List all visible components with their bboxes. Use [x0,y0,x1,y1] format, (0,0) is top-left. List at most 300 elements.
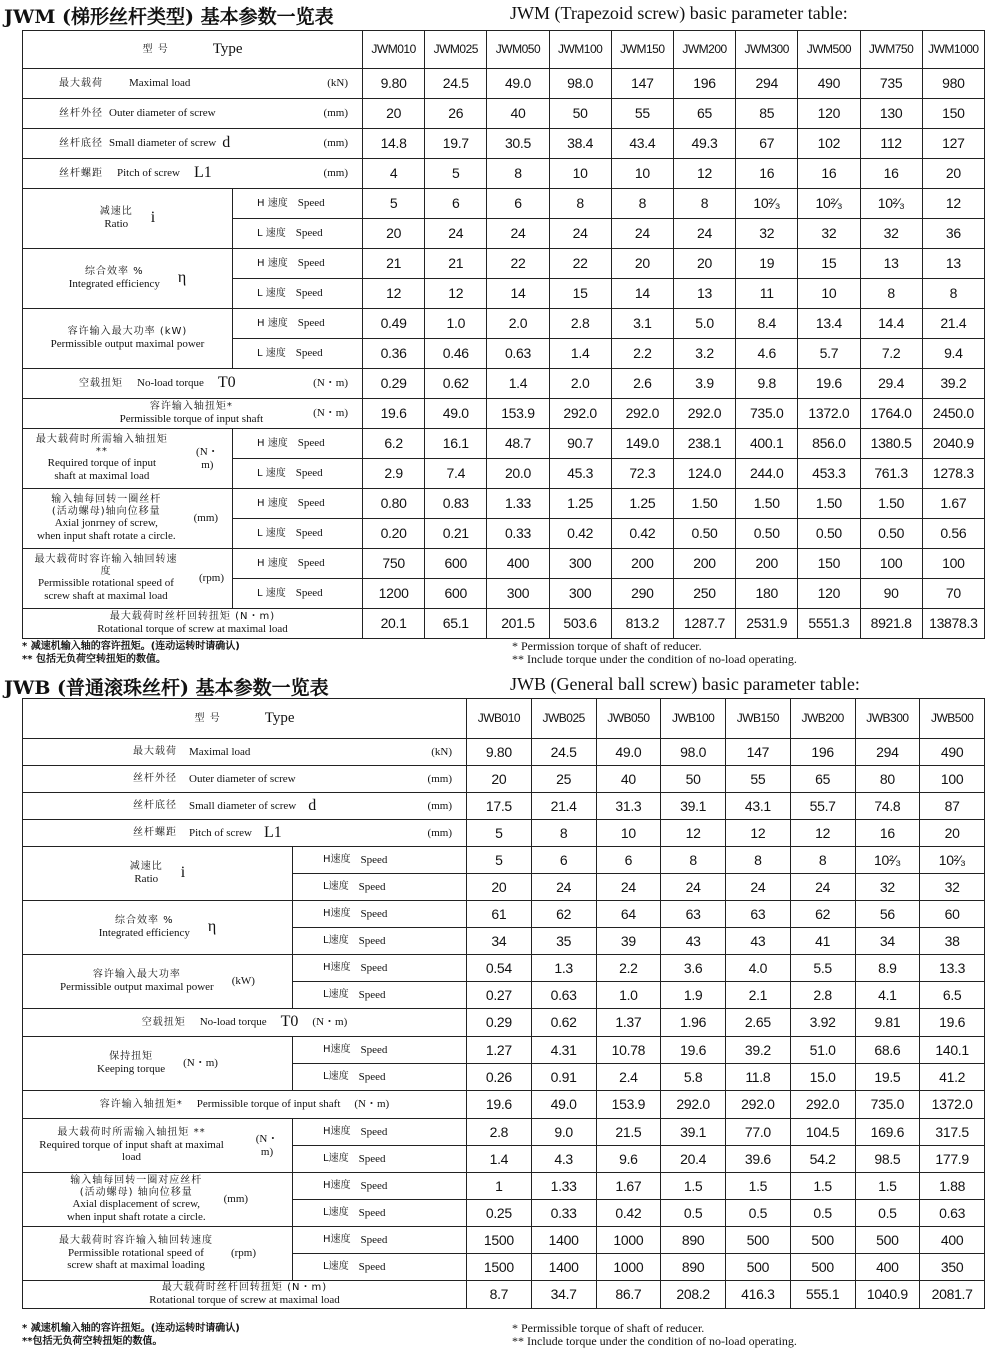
jwm-efficiency-h-speed-label: H 速度 [257,257,288,269]
jwb-power-h-value: 3.6 [661,955,726,982]
jwb-axial-l-value: 0.42 [596,1200,661,1227]
jwb-power-l-speed [293,982,467,1009]
jwm-outer-dia-value: 40 [487,99,549,129]
jwb-req-torque-l-speed-label: L速度 [323,1153,349,1165]
jwb-noload-value: 0.62 [531,1009,596,1037]
jwb-ratio-l-speed-label: L速度 [323,881,349,893]
jwb-efficiency-label [23,901,293,955]
jwm-rot-speed-label-wrap [23,554,232,602]
jwm-perm-torque-unit: (N・m) [313,407,348,420]
jwb-axial-h-value: 1.5 [855,1173,920,1200]
jwb-req-torque-name-cn: 最大载荷时所需输入轴扭矩 ** [57,1127,206,1139]
jwm-rot-speed-name-en1: Permissible rotational speed of [38,577,174,590]
jwb-axial-h-speed-en: Speed [360,1179,388,1192]
jwm-perm-torque-value: 49.0 [425,399,487,429]
jwm-outer-dia-value: 65 [673,99,735,129]
jwb-type-label-en: Type [264,709,295,726]
jwb-power-l-speed-wrap [293,989,466,1002]
jwm-req-torque-l-value: 20.0 [487,459,549,489]
jwb-pitch-symbol: L1 [263,823,282,841]
jwm-rot-speed-name-en2: screw shaft at maximal load [44,590,168,602]
jwb-keeping-name-en: Keeping torque [97,1062,166,1075]
jwm-ratio-h-speed-label: H 速度 [257,197,288,209]
jwb-rot-speed-h-value: 1400 [531,1227,596,1254]
jwb-power-name-cn: 容许输入最大功率 [92,969,181,981]
jwm-axial-h-value: 0.83 [425,489,487,519]
jwb-power-label-wrap [23,969,292,993]
jwb-power-h-speed-wrap [293,962,466,975]
jwb-ratio-label-stack [130,861,163,885]
jwm-axial-l-value: 0.21 [425,519,487,549]
jwm-ratio-l-value: 32 [860,219,922,249]
jwb-notes [22,1322,982,1350]
jwm-axial-name-en2: when input shaft rotate a circle. [36,530,176,542]
jwm-power-name-en: Permissible output maximal power [50,337,205,350]
jwb-rot-torque-row [23,1281,985,1309]
jwb-pitch-value: 12 [790,820,855,847]
jwm-rot-speed-l-value: 300 [487,579,549,609]
jwm-efficiency-label-wrap [23,266,232,290]
jwm-power-l-value: 0.36 [363,339,425,369]
jwb-noload-name-cn: 空载扭矩 [141,1016,186,1028]
jwm-perm-torque-value: 292.0 [549,399,611,429]
jwm-efficiency-name-en: Integrated efficiency [68,277,160,290]
jwb-small-dia-name-en: Small diameter of screw [189,799,297,812]
jwb-perm-torque-value: 292.0 [661,1091,726,1119]
jwb-power-l-speed-en: Speed [358,988,386,1001]
jwm-noload-label-wrap [23,374,362,392]
jwm-pitch-unit: (mm) [323,167,348,180]
jwm-req-torque-h-value: 400.1 [736,429,798,459]
jwb-ratio-h-value: 8 [661,847,726,874]
jwb-noload-unit: (N・m) [312,1016,348,1029]
jwm-max-load-value: 196 [673,69,735,99]
jwb-keeping-h-speed-en: Speed [360,1043,388,1056]
jwb-rot-torque-value: 416.3 [726,1281,791,1309]
jwb-rot-speed-l-value: 400 [855,1254,920,1281]
jwb-req-torque-h-value: 21.5 [596,1119,661,1146]
jwm-max-load-label-wrap [23,77,362,90]
jwb-efficiency-l-value: 41 [790,928,855,955]
jwb-rot-speed-l-speed [293,1254,467,1281]
jwb-noload-label [23,1009,467,1037]
jwb-keeping-l-speed-wrap [293,1071,466,1084]
jwm-perm-torque-row [23,399,985,429]
jwm-rot-speed-h-value: 300 [549,549,611,579]
jwb-small-dia-value: 87 [920,793,985,820]
jwb-pitch-label [23,820,467,847]
jwb-keeping-h-speed-label: H速度 [323,1044,351,1056]
jwb-model-header: JWB150 [726,699,791,739]
jwm-ratio-l-speed [233,219,363,249]
jwm-model-header: JWM750 [860,31,922,69]
jwb-axial-l-speed [293,1200,467,1227]
jwm-efficiency-label [23,249,233,309]
jwb-ratio-label-wrap [23,861,292,885]
jwb-rot-speed-h-value: 400 [920,1227,985,1254]
jwm-outer-dia-label-left [59,107,216,120]
jwm-rot-speed-h-value: 750 [363,549,425,579]
jwb-req-torque-h-speed-en: Speed [360,1125,388,1138]
jwm-small-dia-unit: (mm) [323,137,348,150]
jwm-req-torque-l-value: 1278.3 [922,459,984,489]
jwb-noload-value: 3.92 [790,1009,855,1037]
jwb-noload-label-wrap [23,1013,466,1031]
jwm-req-torque-l-value: 7.4 [425,459,487,489]
jwb-req-torque-h-value: 2.8 [467,1119,532,1146]
jwb-ratio-l-value: 24 [726,874,791,901]
jwm-ratio-l-speed-en: Speed [295,227,323,240]
jwm-axial-h-speed-en: Speed [297,497,325,510]
jwb-ratio-h-speed-en: Speed [360,853,388,866]
jwb-outer-dia-label-left [133,773,296,786]
jwb-axial-l-value: 0.5 [726,1200,791,1227]
jwb-ratio-h-speed-label: H速度 [323,854,351,866]
jwm-rot-speed-h-speed-en: Speed [297,557,325,570]
jwb-noload-symbol: T0 [280,1013,299,1031]
jwb-rot-speed-h-speed-label: H速度 [323,1234,351,1246]
jwm-rot-torque-value: 503.6 [549,609,611,639]
jwm-perm-torque-value: 1372.0 [798,399,860,429]
jwm-outer-dia-label-wrap [23,107,362,120]
jwb-max-load-value: 294 [855,739,920,766]
jwb-axial-l-speed-wrap [293,1207,466,1220]
jwm-rot-speed-l-value: 120 [798,579,860,609]
jwb-efficiency-h-value: 63 [661,901,726,928]
jwm-req-torque-l-speed-label: L 速度 [257,467,286,479]
jwm-ratio-l-value: 36 [922,219,984,249]
jwm-axial-row-h [23,489,985,519]
jwm-req-torque-h-value: 238.1 [673,429,735,459]
jwm-rot-speed-l-speed-label: L 速度 [257,587,286,599]
jwm-pitch-name-en: Pitch of screw [117,167,180,180]
jwb-ratio-l-speed [293,874,467,901]
jwm-axial-name-cn2: (活动螺母)轴向位移量 [51,505,161,517]
jwm-axial-h-value: 0.80 [363,489,425,519]
jwb-efficiency-h-value: 60 [920,901,985,928]
jwb-power-l-value: 2.8 [790,982,855,1009]
jwb-req-torque-row-h [23,1119,985,1146]
jwb-ratio-h-value: 8 [726,847,791,874]
jwb-model-header: JWB050 [596,699,661,739]
jwm-max-load-value: 735 [860,69,922,99]
jwb-model-header: JWB300 [855,699,920,739]
jwb-axial-h-speed [293,1173,467,1200]
jwm-perm-torque-value: 153.9 [487,399,549,429]
jwm-noload-unit: (N・m) [313,377,348,390]
jwb-req-torque-h-speed-label: H速度 [323,1126,351,1138]
jwb-efficiency-h-speed-wrap [293,908,466,921]
jwb-rot-speed-l-value: 500 [790,1254,855,1281]
jwb-noload-name-en: No-load torque [199,1016,267,1029]
jwb-power-h-speed-en: Speed [360,961,388,974]
jwb-efficiency-h-value: 64 [596,901,661,928]
jwm-power-l-speed-wrap [233,347,362,360]
jwb-req-torque-label-stack [31,1127,232,1164]
jwm-power-h-speed [233,309,363,339]
jwm-rot-speed-h-value: 600 [425,549,487,579]
jwb-axial-h-value: 1 [467,1173,532,1200]
jwm-power-label [23,309,233,369]
jwb-ratio-h-speed-wrap [293,854,466,867]
jwm-rot-torque-row [23,609,985,639]
jwm-power-l-value: 2.2 [611,339,673,369]
jwm-rot-torque-value: 20.1 [363,609,425,639]
jwb-efficiency-h-value: 63 [726,901,791,928]
jwm-axial-h-value: 1.67 [922,489,984,519]
jwm-efficiency-l-value: 15 [549,279,611,309]
jwb-pitch-unit: (mm) [427,826,452,839]
jwb-rot-speed-l-value: 350 [920,1254,985,1281]
jwb-model-header: JWB025 [531,699,596,739]
jwb-req-torque-h-value: 169.6 [855,1119,920,1146]
jwm-power-l-speed-label: L 速度 [257,347,286,359]
jwm-small-dia-value: 49.3 [673,129,735,159]
jwm-power-h-speed-label: H 速度 [257,317,288,329]
jwb-req-torque-l-value: 177.9 [920,1146,985,1173]
jwm-axial-h-value: 1.50 [860,489,922,519]
jwm-req-torque-l-value: 761.3 [860,459,922,489]
jwb-rot-torque-value: 1040.9 [855,1281,920,1309]
jwm-small-dia-value: 112 [860,129,922,159]
jwm-req-torque-l-value: 2.9 [363,459,425,489]
jwm-req-torque-h-speed-label: H 速度 [257,437,288,449]
jwb-rot-speed-h-speed-en: Speed [360,1233,388,1246]
jwb-keeping-l-value: 0.91 [531,1064,596,1091]
jwm-efficiency-l-speed-label: L 速度 [257,287,286,299]
jwb-ratio-l-value: 20 [467,874,532,901]
jwb-ratio-l-value: 32 [920,874,985,901]
jwb-perm-torque-value: 1372.0 [920,1091,985,1119]
jwb-power-h-speed [293,955,467,982]
jwb-outer-dia-unit: (mm) [427,772,452,785]
jwm-axial-h-value: 1.33 [487,489,549,519]
jwb-ratio-h-value: 10²⁄₃ [855,847,920,874]
jwm-req-torque-row-h [23,429,985,459]
jwm-small-dia-label-left [59,134,230,152]
jwm-axial-l-value: 0.20 [363,519,425,549]
jwm-ratio-row-h [23,189,985,219]
jwm-pitch-name-cn: 丝杆螺距 [59,167,103,179]
jwb-axial-l-value: 0.5 [790,1200,855,1227]
jwm-efficiency-l-value: 10 [798,279,860,309]
jwm-perm-torque-label [23,399,363,429]
jwb-max-load-value: 24.5 [531,739,596,766]
jwm-small-dia-value: 14.8 [363,129,425,159]
jwm-rot-torque-name-en: Rotational torque of screw at maximal load [97,622,288,635]
jwm-small-dia-label [23,129,363,159]
jwb-req-torque-h-value: 77.0 [726,1119,791,1146]
jwb-rot-speed-row-h [23,1227,985,1254]
jwm-axial-unit: (mm) [193,512,219,525]
jwb-axial-h-value: 1.5 [790,1173,855,1200]
jwm-outer-dia-name-en: Outer diameter of screw [109,107,216,120]
jwb-max-load-label-wrap [23,746,466,759]
jwb-power-h-value: 13.3 [920,955,985,982]
jwm-req-torque-label-stack [31,434,173,482]
jwm-ratio-h-value: 12 [922,189,984,219]
jwm-pitch-label-left [59,164,212,182]
jwb-small-dia-row [23,793,985,820]
jwm-axial-h-speed-label: H 速度 [257,497,288,509]
jwm-small-dia-value: 67 [736,129,798,159]
jwb-keeping-l-value: 2.4 [596,1064,661,1091]
jwb-perm-torque-label [23,1091,467,1119]
jwb-rot-torque-name-cn: 最大载荷时丝杆回转扭矩 (N・m) [161,1282,328,1294]
jwm-noload-value: 2.6 [611,369,673,399]
jwb-rot-speed-l-speed-en: Speed [358,1260,386,1273]
jwm-rot-speed-l-speed-en: Speed [295,587,323,600]
jwm-req-torque-name-cn: 最大载荷时所需输入轴扭矩 ** [35,434,168,457]
jwb-axial-l-speed-label: L速度 [323,1207,349,1219]
jwm-ratio-label-wrap [23,206,232,230]
jwm-power-h-speed-en: Speed [297,317,325,330]
jwm-noload-value: 29.4 [860,369,922,399]
jwm-efficiency-l-value: 13 [673,279,735,309]
jwm-rot-speed-unit: (rpm) [198,572,224,585]
jwm-req-torque-l-value: 124.0 [673,459,735,489]
jwm-rot-speed-h-value: 150 [798,549,860,579]
jwm-max-load-label [23,69,363,99]
jwm-rot-speed-l-value: 90 [860,579,922,609]
jwb-note-cn-2: **包括无负荷空转扭矩的数值。 [22,1336,163,1347]
jwb-rot-torque-value: 555.1 [790,1281,855,1309]
jwm-axial-h-speed [233,489,363,519]
jwm-max-load-label-left [59,77,190,90]
jwb-perm-torque-value: 292.0 [726,1091,791,1119]
jwm-power-label-wrap [23,326,232,350]
jwm-power-h-value: 2.8 [549,309,611,339]
jwb-small-dia-label-wrap [23,797,466,815]
jwb-rot-speed-label-stack [59,1235,213,1272]
jwb-axial-h-value: 1.67 [596,1173,661,1200]
jwm-small-dia-row [23,129,985,159]
jwm-ratio-name-cn: 减速比 [99,206,133,218]
jwm-rot-speed-h-value: 400 [487,549,549,579]
jwb-small-dia-label-left [133,797,316,815]
jwm-type-label-cn: 型 号 [142,43,169,55]
jwm-rot-speed-l-value: 300 [549,579,611,609]
jwm-ratio-h-value: 5 [363,189,425,219]
jwm-req-torque-h-value: 16.1 [425,429,487,459]
jwm-pitch-value: 16 [860,159,922,189]
jwb-max-load-value: 490 [920,739,985,766]
jwb-ratio-name-cn: 减速比 [129,861,163,873]
jwm-axial-name-en1: Axial jonrney of screw, [54,517,158,530]
jwm-rot-speed-l-speed-wrap [233,587,362,600]
jwb-max-load-label-left [133,746,250,759]
jwm-req-torque-h-value: 149.0 [611,429,673,459]
jwm-perm-torque-value: 1764.0 [860,399,922,429]
jwm-ratio-l-value: 24 [487,219,549,249]
jwm-outer-dia-unit: (mm) [323,107,348,120]
jwm-max-load-row [23,69,985,99]
jwb-rot-speed-h-value: 500 [855,1227,920,1254]
jwm-req-torque-name-en2: shaft at maximal load [54,470,150,482]
jwm-efficiency-l-speed [233,279,363,309]
jwb-keeping-l-value: 19.5 [855,1064,920,1091]
jwm-ratio-h-value: 8 [673,189,735,219]
jwm-efficiency-l-value: 14 [611,279,673,309]
jwb-efficiency-l-speed [293,928,467,955]
jwb-req-torque-h-value: 317.5 [920,1119,985,1146]
jwm-rot-torque-value: 13878.3 [922,609,984,639]
jwm-efficiency-h-value: 13 [922,249,984,279]
jwm-axial-l-value: 0.56 [922,519,984,549]
jwm-efficiency-h-value: 13 [860,249,922,279]
jwb-keeping-h-value: 140.1 [920,1037,985,1064]
jwm-efficiency-l-value: 8 [860,279,922,309]
jwb-model-header: JWB100 [661,699,726,739]
jwm-efficiency-row-h [23,249,985,279]
jwm-rot-speed-h-speed-wrap [233,557,362,570]
jwb-ratio-l-value: 24 [790,874,855,901]
jwb-type-header-wrap [23,710,466,727]
jwb-power-h-value: 1.3 [531,955,596,982]
jwb-axial-h-speed-label: H速度 [323,1180,351,1192]
jwb-req-torque-l-value: 39.6 [726,1146,791,1173]
jwm-power-l-speed [233,339,363,369]
jwb-noload-value: 1.96 [661,1009,726,1037]
jwm-outer-dia-name-cn: 丝杆外径 [59,107,103,119]
jwb-axial-l-speed-en: Speed [358,1206,386,1219]
jwb-max-load-label [23,739,467,766]
jwb-pitch-label-left [133,824,282,842]
jwm-model-header: JWM300 [736,31,798,69]
jwb-outer-dia-value: 65 [790,766,855,793]
jwb-req-torque-h-speed-wrap [293,1126,466,1139]
jwm-max-load-value: 490 [798,69,860,99]
jwb-axial-unit: (mm) [223,1193,249,1206]
jwb-efficiency-name-cn: 综合效率 % [114,915,174,927]
jwb-outer-dia-value: 55 [726,766,791,793]
jwb-power-l-value: 0.27 [467,982,532,1009]
jwm-noload-name-cn: 空载扭矩 [79,377,123,389]
jwm-ratio-l-value: 24 [611,219,673,249]
jwb-rot-speed-label-wrap [23,1235,292,1272]
jwb-req-torque-h-value: 104.5 [790,1119,855,1146]
jwb-title-cn: JWB (普通滚珠丝杆) 基本参数一览表 [4,677,329,699]
jwm-axial-l-value: 0.50 [860,519,922,549]
jwm-power-l-speed-en: Speed [295,347,323,360]
jwb-power-l-value: 4.1 [855,982,920,1009]
jwb-req-torque-l-value: 9.6 [596,1146,661,1173]
jwm-model-header: JWM010 [363,31,425,69]
jwm-small-dia-symbol: d [222,134,231,152]
jwb-rot-speed-l-value: 890 [661,1254,726,1281]
jwm-small-dia-value: 43.4 [611,129,673,159]
jwm-power-h-value: 8.4 [736,309,798,339]
jwb-keeping-unit: (N・m) [183,1057,218,1070]
jwm-req-torque-h-value: 1380.5 [860,429,922,459]
jwm-perm-torque-value: 19.6 [363,399,425,429]
jwm-req-torque-h-value: 856.0 [798,429,860,459]
jwm-rot-torque-value: 2531.9 [736,609,798,639]
jwm-power-label-stack [51,326,205,350]
jwm-power-h-value: 14.4 [860,309,922,339]
jwm-efficiency-h-speed-en: Speed [297,257,325,270]
jwm-power-row-h [23,309,985,339]
jwm-ratio-h-value: 6 [487,189,549,219]
jwb-ratio-h-value: 10²⁄₃ [920,847,985,874]
jwb-efficiency-l-speed-label: L速度 [323,935,349,947]
jwm-perm-torque-value: 2450.0 [922,399,984,429]
jwb-axial-h-speed-wrap [293,1180,466,1193]
jwm-rot-torque-value: 65.1 [425,609,487,639]
jwb-keeping-h-value: 68.6 [855,1037,920,1064]
jwm-ratio-label-stack [100,206,133,230]
jwb-keeping-h-value: 51.0 [790,1037,855,1064]
